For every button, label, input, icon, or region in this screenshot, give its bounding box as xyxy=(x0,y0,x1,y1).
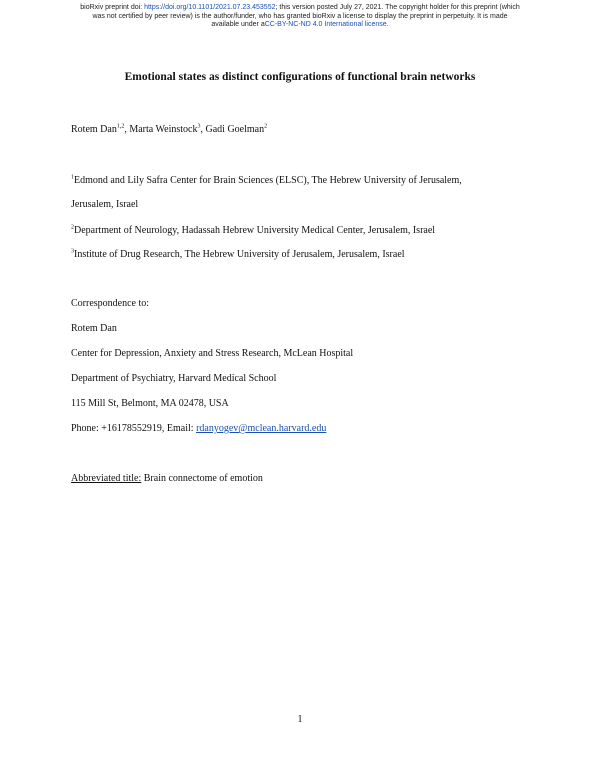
correspondence-center: Center for Depression, Anxiety and Stress Research, McLean Hospital xyxy=(71,348,354,359)
banner-line-1: bioRxiv preprint doi: https://doi.org/10.1101/2021.07.23.453552; this version posted July 27, 2021. The copyright holder for this preprint (which xyxy=(80,4,520,11)
page-number: 1 xyxy=(297,714,303,725)
email-link[interactable]: rdanyogev@mclean.harvard.edu xyxy=(196,423,327,434)
license-link[interactable]: CC-BY-NC-ND 4.0 International license xyxy=(264,21,387,28)
author-affiliation-sup: 3 xyxy=(197,123,201,130)
paper-title: Emotional states as distinct configurations of functional brain networks xyxy=(124,71,476,83)
correspondence-department: Department of Psychiatry, Harvard Medical School xyxy=(71,373,277,384)
author-affiliation-sup: 2 xyxy=(264,123,268,130)
author-name: Marta Weinstock xyxy=(129,124,198,135)
correspondence-address: 115 Mill St, Belmont, MA 02478, USA xyxy=(71,398,229,409)
affiliation-2: $^2$Department of Neurology, Hadassah Hebrew University Medical Center, Jerusalem, Israel xyxy=(71,224,436,236)
affiliation-3: $^3$Institute of Drug Research, The Hebrew University of Jerusalem, Jerusalem, Israel xyxy=(71,248,405,260)
affiliation-1-continued: Jerusalem, Israel xyxy=(71,199,139,210)
preprint-banner xyxy=(40,4,560,30)
author-name: Rotem Dan xyxy=(71,124,117,135)
banner-line-3: available under aCC-BY-NC-ND 4.0 International license. xyxy=(211,21,389,28)
author-list: Rotem Dan$^{1,2}$, Marta Weinstock$^3$, Gadi Goelman$^2$ xyxy=(71,123,268,135)
abbreviated-title-label: Abbreviated title: xyxy=(71,473,142,484)
correspondence-heading: Correspondence to: xyxy=(71,298,150,309)
correspondence-name: Rotem Dan xyxy=(71,323,117,334)
author-affiliation-sup: 1,2 xyxy=(116,123,125,130)
abbreviated-title-value: Brain connectome of emotion xyxy=(141,473,263,484)
banner-line-2: was not certified by peer review) is the author/funder, who has granted bioRxiv a license to display the preprint in perpetuity. It is made xyxy=(92,12,508,20)
affiliation-1: $^1$Edmond and Lily Safra Center for Brain Sciences (ELSC), The Hebrew University of Jerusalem, xyxy=(71,174,462,186)
doi-link[interactable]: https://doi.org/10.1101/2021.07.23.453552 xyxy=(144,4,276,11)
author-name: Gadi Goelman xyxy=(205,124,265,135)
correspondence-contact: Phone: +16178552919, Email: rdanyogev@mclean.harvard.edu xyxy=(71,423,327,434)
abbreviated-title xyxy=(71,473,263,484)
